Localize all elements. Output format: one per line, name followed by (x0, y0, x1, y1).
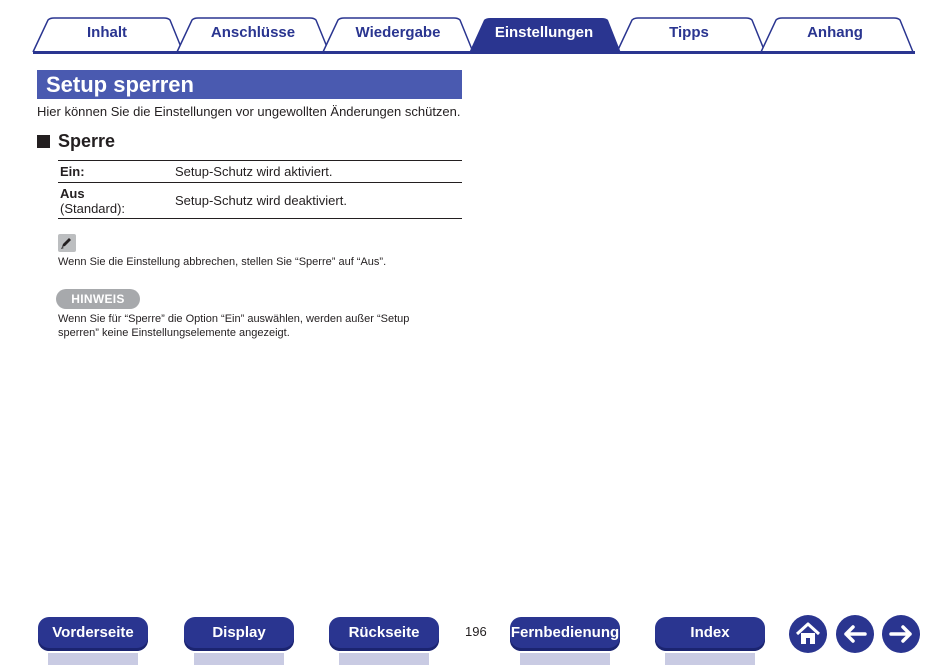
fernbedienung-button[interactable]: Fernbedienung (510, 617, 620, 651)
forward-arrow-icon[interactable] (882, 615, 920, 653)
section-title: Setup sperren (37, 70, 462, 99)
tab-einstellungen[interactable]: Einstellungen (494, 24, 594, 41)
page-number: 196 (465, 624, 487, 639)
option-desc: Setup-Schutz wird aktiviert. (173, 161, 462, 183)
note-text: Wenn Sie die Einstellung abbrechen, stellen Sie “Sperre” auf “Aus”. (58, 256, 387, 268)
display-button[interactable]: Display (184, 617, 294, 651)
hinweis-badge: HINWEIS (56, 289, 140, 309)
option-desc: Setup-Schutz wird deaktiviert. (173, 183, 462, 219)
back-arrow-icon[interactable] (836, 615, 874, 653)
subsection-title: Sperre (58, 131, 116, 151)
option-table (58, 160, 462, 219)
tab-anschluesse[interactable]: Anschlüsse (210, 24, 296, 41)
section-intro: Hier können Sie die Einstellungen vor ungewollten Änderungen schützen. (37, 104, 461, 119)
subsection-heading (37, 131, 115, 152)
option-row (58, 183, 462, 219)
tab-inhalt[interactable]: Inhalt (87, 24, 127, 41)
option-row (58, 161, 462, 183)
tab-tipps[interactable]: Tipps (669, 24, 709, 41)
tab-wiedergabe[interactable]: Wiedergabe (355, 24, 441, 41)
square-bullet-icon (37, 135, 50, 148)
vorderseite-button[interactable]: Vorderseite (38, 617, 148, 651)
pencil-icon (58, 234, 76, 252)
option-key-note: (Standard): (60, 200, 126, 216)
option-key: Aus (Standard): (58, 183, 173, 219)
hinweis-text: Wenn Sie für “Sperre” die Option “Ein” auswählen, werden außer “Setup sperren” keine Einstellungselemente angezeigt. (58, 313, 410, 339)
home-icon[interactable] (789, 615, 827, 653)
tab-bar (0, 0, 950, 56)
index-button[interactable]: Index (655, 617, 765, 651)
rueckseite-button[interactable]: Rückseite (329, 617, 439, 651)
tab-anhang[interactable]: Anhang (807, 24, 863, 41)
option-key: Ein: (58, 161, 173, 183)
